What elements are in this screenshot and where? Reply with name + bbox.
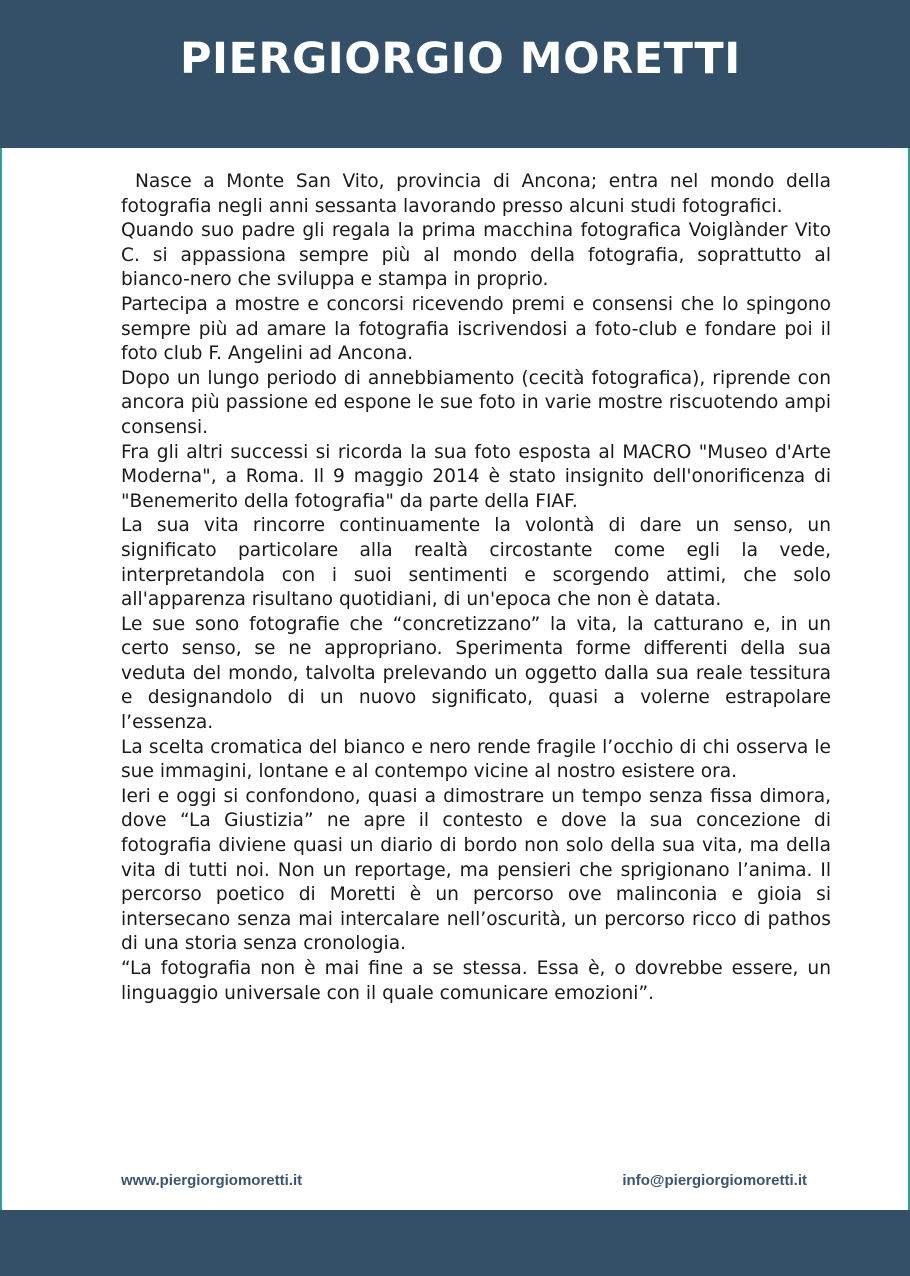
paragraph-return: Dopo un lungo periodo di annebbiamento (cecità fotografica), riprende con ancora più passione ed espone le sue foto in varie mostre riscuotendo ampi consensi. [121, 367, 831, 438]
paragraph-photo-club: Partecipa a mostre e concorsi ricevendo premi e consensi che lo spingono sempre più ad amare la fotografia iscrivendosi a foto-club e fondare poi il foto club F. Angelini ad Ancona. [121, 293, 831, 365]
header-band [0, 0, 910, 148]
paragraph-successes: Fra gli altri successi si ricorda la sua foto esposta al MACRO "Museo d'Arte Moderna", a Roma. Il 9 maggio 2014 è stato insignito dell'onorificenza di "Benemerito della fotografia" da parte della FIAF. [121, 441, 831, 512]
website-link[interactable]: www.piergiorgiomoretti.it [121, 1172, 303, 1189]
footer-band [0, 1210, 910, 1276]
paragraph-meaning: La sua vita rincorre continuamente la volontà di dare un senso, un significato particolare alla realtà circostante come egli la vede, interpretandola con i suoi sentimenti e scorgendo attimi, che solo all'apparenza risultano quotidiani, di un'epoca che non è datata. [121, 515, 831, 611]
email-link[interactable]: info@piergiorgiomoretti.it [622, 1172, 807, 1189]
paragraph-birth: Nasce a Monte San Vito, provincia di Ancona; entra nel mondo della fotografia negli anni sessanta lavorando presso alcuni studi fotografici. [121, 171, 831, 217]
paragraph-yesterday-today: Ieri e oggi si confondono, quasi a dimostrare un tempo senza fissa dimora, dove “La Giustizia” ne apre il contesto e dove la sua concezione di fotografia diviene quasi un diario di bordo non solo della sua vita, ma della vita di tutti noi. Non un reportage, ma pensieri che sprigionano l’anima. Il percorso poetico di Moretti è un percorso ove malinconia e gioia si intersecano senza mai intercalare nell’oscurità, un percorso ricco di pathos di una storia senza cronologia. [121, 785, 831, 955]
page-title: PIERGIORGIO MORETTI [180, 34, 741, 84]
paragraph-black-white: La scelta cromatica del bianco e nero rende fragile l’occhio di chi osserva le sue immagini, lontane e al contempo vicine al nostro esistere ora. [121, 736, 831, 783]
biography-text [121, 170, 831, 1006]
paragraph-concretize: Le sue sono fotografie che “concretizzano” la vita, la catturano e, in un certo senso, se ne appropriano. Sperimenta forme differenti della sua veduta del mondo, talvolta prelevando un oggetto dalla sua reale tessitura e designandolo di un nuovo significato, quasi a volerne estrapolare l’essenza. [121, 613, 831, 734]
paragraph-quote: “La fotografia non è mai fine a se stessa. Essa è, o dovrebbe essere, un linguaggio universale con il quale comunicare emozioni”. [121, 958, 831, 1004]
paragraph-first-camera: Quando suo padre gli regala la prima macchina fotografica Voiglànder Vito C. si appassiona sempre più al mondo della fotografia, soprattutto al bianco-nero che sviluppa e stampa in proprio. [121, 220, 831, 291]
